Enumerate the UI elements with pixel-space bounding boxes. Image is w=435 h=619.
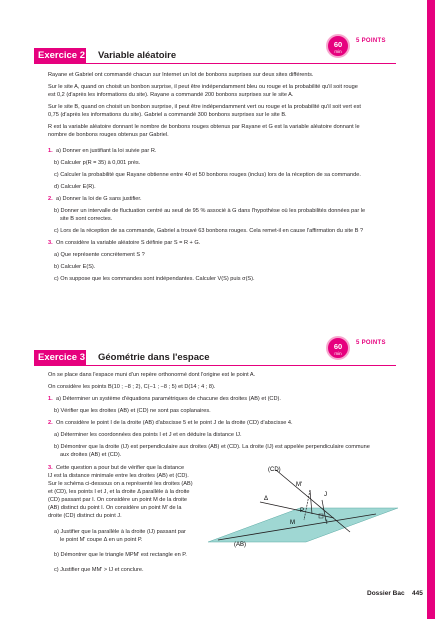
paragraph: On considère les points B(10 ; −8 ; 2), C(−1 ; −8 ; 5) et D(14 ; 4 ; 8). [48,384,216,390]
paragraph: Sur le site A, quand on choisit un bonbon surprise, il peut être indépendamment bleu ou rouge et la probabilité qu'il soit rouge [48,84,358,90]
paragraph: nombre de bonbons rouges obtenus par Gabriel. [48,132,169,138]
points-badge: 5 POINTS [356,340,386,346]
question-item: b) Démontrer que la droite (IJ) est perpendiculaire aux droites (AB) et (CD). La droite (IJ) est appelée perpendiculaire commune [54,444,370,450]
geometry-figure [200,462,400,552]
question-item: site B sont correctes. [60,216,113,222]
label-ab: (AB) [234,542,246,548]
question-number: 2. [48,420,53,426]
question-number: 1. [48,396,53,402]
timer-unit: min [334,49,342,54]
question-number: 2. [48,196,53,202]
question-number: 3. [48,465,53,471]
question-number: 3. [48,240,53,246]
paragraph: On se place dans l'espace muni d'un repère orthonormé dont l'origine est le point A. [48,372,256,378]
question-item: a) Justifier que la parallèle à la droite (IJ) passant par [54,529,186,535]
exercise-label: Exercice 2 [34,48,86,64]
question-item: On considère le point I de la droite (AB) d'abscisse 5 et le point J de la droite (CD) d'abscisse 4. [56,420,293,426]
question-text: et (CD), les points I et J, et la droite Δ parallèle à la droite [48,489,190,495]
question-text: (AB) distinct du point I. On considère un point M' de la [48,505,182,511]
question-item: c) On suppose que les commandes sont indépendantes. Calculer V(S) puis σ(S). [54,276,255,282]
question-item: b) Démontrer que le triangle MPM' est rectangle en P. [54,552,187,558]
question-item: c) Justifier que MM' > IJ et conclure. [54,567,144,573]
question-number: 1. [48,148,53,154]
question-text: Sur le schéma ci-dessous on a représenté les droites (AB) [48,481,193,487]
paragraph: Rayane et Gabriel ont commandé chacun sur Internet un lot de bonbons surprises sur deux sites différents. [48,72,314,78]
question-item: aux droites (AB) et (CD). [60,452,122,458]
question-item: a) Donner en justifiant la loi suivie par R. [56,148,157,154]
label-j: J [324,492,327,498]
label-i: I [326,520,328,526]
question-text: droite (CD) distinct du point J. [48,513,122,519]
question-item: a) Déterminer les coordonnées des points I et J et en déduire la distance IJ. [54,432,242,438]
exercise-2-header [34,48,396,64]
paragraph: 0,75 (d'après les informations du site). Gabriel a commandé 300 bonbons surprises sur le site B. [48,112,287,118]
page-edge-bar [427,0,435,619]
question-text: Cette question a pour but de vérifier que la distance [56,465,185,471]
question-item: b) Donner un intervalle de fluctuation centré au seuil de 95 % associé à G dans l'hypothèse où les probabilités données par le [54,208,366,214]
label-p: P [300,508,305,514]
paragraph: Sur le site B, quand on choisit un bonbon surprise, il peut être indépendamment vert ou rouge et la probabilité qu'il soit vert est [48,104,361,110]
paragraph: R est la variable aléatoire donnant le nombre de bonbons rouges obtenus par Rayane et G est la variable aléatoire donnant le [48,124,360,130]
label-delta: Δ [264,496,269,502]
exercise-title: Variable aléatoire [98,50,177,61]
question-text: (CD) passant par I. On considère un point M de la droite [48,497,187,503]
question-item: On considère la variable aléatoire S définie par S = R + G. [56,240,201,246]
question-item: b) Calculer p(R = 35) à 0,001 près. [54,160,141,166]
exercise-label: Exercice 3 [34,350,86,366]
header-rule [34,365,396,366]
points-badge: 5 POINTS [356,38,386,44]
question-item: c) Calculer la probabilité que Rayane obtienne entre 40 et 50 bonbons rouges (inclus) lors de la réception de sa commande. [54,172,361,178]
timer-value: 60 [333,342,343,351]
footer-section: Dossier Bac [367,590,405,597]
question-item: c) Lors de la réception de sa commande, Gabriel a trouvé 63 bonbons rouges. Cela remet-il en cause l'affirmation du site B ? [54,228,364,234]
question-item: a) Que représente concrètement S ? [54,252,145,258]
question-item: b) Calculer E(S). [54,264,96,270]
timer-value: 60 [333,40,343,49]
timer-unit: min [334,351,342,356]
question-text: IJ est la distance minimale entre les droites (AB) et (CD). [48,473,189,479]
label-m: M [290,520,295,526]
paragraph: est 0,2 (d'après les informations du site). Rayane a commandé 200 bonbons surprises sur le site A. [48,92,294,98]
question-item: a) Déterminer un système d'équations paramétriques de chacune des droites (AB) et (CD). [56,396,281,402]
label-m-prime: M' [296,482,303,488]
exercise-3-header [34,350,396,366]
exercise-title: Géométrie dans l'espace [98,352,210,363]
question-item: b) Vérifier que les droites (AB) et (CD) ne sont pas coplanaires. [54,408,211,414]
question-item: a) Donner la loi de G sans justifier. [56,196,142,202]
label-cd: (CD) [268,467,281,473]
header-rule [34,63,396,64]
page-number: 445 [412,590,423,597]
question-item: d) Calculer E(R). [54,184,96,190]
question-item: le point M' coupe Δ en un point P. [60,537,143,543]
